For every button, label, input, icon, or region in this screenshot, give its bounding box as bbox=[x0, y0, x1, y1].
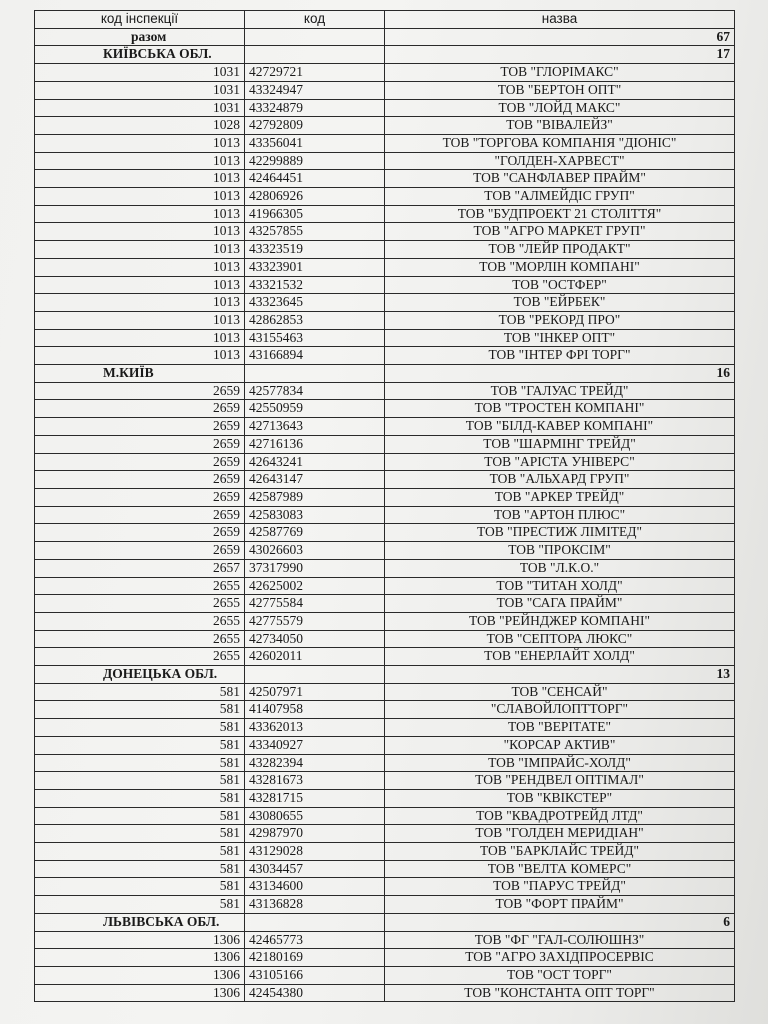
inspection-code-cell: 581 bbox=[35, 772, 245, 790]
inspection-code-cell: 1031 bbox=[35, 64, 245, 82]
inspection-code-cell: 1013 bbox=[35, 188, 245, 206]
company-name-cell: "СЛАВОЙЛОПТТОРГ" bbox=[385, 701, 735, 719]
header-row bbox=[35, 11, 735, 29]
company-code-cell: 42577834 bbox=[245, 382, 385, 400]
company-code-cell: 43356041 bbox=[245, 134, 385, 152]
table-row bbox=[35, 170, 735, 188]
company-code-cell: 41407958 bbox=[245, 701, 385, 719]
company-name-cell: ТОВ "ФГ "ГАЛ-СОЛЮШНЗ" bbox=[385, 931, 735, 949]
inspection-code-cell: 1306 bbox=[35, 984, 245, 1002]
company-code-cell: 43323901 bbox=[245, 258, 385, 276]
company-code-cell: 42729721 bbox=[245, 64, 385, 82]
company-code-cell: 42465773 bbox=[245, 931, 385, 949]
company-name-cell: ТОВ "АРТОН ПЛЮС" bbox=[385, 506, 735, 524]
company-code-cell: 43105166 bbox=[245, 966, 385, 984]
header-name: назва bbox=[385, 11, 735, 29]
table-row bbox=[35, 754, 735, 772]
company-code-cell: 42643147 bbox=[245, 471, 385, 489]
table-row bbox=[35, 843, 735, 861]
table-row bbox=[35, 542, 735, 560]
company-code-cell: 42716136 bbox=[245, 435, 385, 453]
inspection-code-cell: 2655 bbox=[35, 648, 245, 666]
region-row bbox=[35, 46, 735, 64]
table-row bbox=[35, 648, 735, 666]
company-code-cell: 42464451 bbox=[245, 170, 385, 188]
inspection-code-cell: 1013 bbox=[35, 241, 245, 259]
company-name-cell: ТОВ "САГА ПРАЙМ" bbox=[385, 595, 735, 613]
company-name-cell: ТОВ "АГРО МАРКЕТ ГРУП" bbox=[385, 223, 735, 241]
region-count: 17 bbox=[385, 46, 735, 64]
company-name-cell: ТОВ "РЕКОРД ПРО" bbox=[385, 311, 735, 329]
table-row bbox=[35, 488, 735, 506]
company-name-cell: ТОВ "КВАДРОТРЕЙД ЛТД" bbox=[385, 807, 735, 825]
table-row bbox=[35, 382, 735, 400]
region-name: ДОНЕЦЬКА ОБЛ. bbox=[35, 666, 245, 684]
inspection-code-cell: 1306 bbox=[35, 931, 245, 949]
table-row bbox=[35, 400, 735, 418]
company-code-cell: 42987970 bbox=[245, 825, 385, 843]
company-name-cell: ТОВ "САНФЛАВЕР ПРАЙМ" bbox=[385, 170, 735, 188]
table-row bbox=[35, 134, 735, 152]
company-code-cell: 41966305 bbox=[245, 205, 385, 223]
table-row bbox=[35, 347, 735, 365]
table-row bbox=[35, 276, 735, 294]
table-row bbox=[35, 878, 735, 896]
inspection-code-cell: 1306 bbox=[35, 949, 245, 967]
company-name-cell: ТОВ "ПРЕСТИЖ ЛІМІТЕД" bbox=[385, 524, 735, 542]
inspection-code-cell: 1013 bbox=[35, 347, 245, 365]
company-code-cell: 42550959 bbox=[245, 400, 385, 418]
company-code-cell: 42587769 bbox=[245, 524, 385, 542]
table-row bbox=[35, 152, 735, 170]
company-name-cell: ТОВ "ТРОСТЕН КОМПАНІ" bbox=[385, 400, 735, 418]
inspection-code-cell: 2655 bbox=[35, 612, 245, 630]
inspection-code-cell: 1013 bbox=[35, 311, 245, 329]
inspection-code-cell: 1013 bbox=[35, 223, 245, 241]
table-row bbox=[35, 736, 735, 754]
table-row bbox=[35, 630, 735, 648]
table-row bbox=[35, 807, 735, 825]
region-row bbox=[35, 913, 735, 931]
table-row bbox=[35, 223, 735, 241]
inspection-code-cell: 2655 bbox=[35, 630, 245, 648]
inspection-code-cell: 2655 bbox=[35, 595, 245, 613]
company-name-cell: ТОВ "ВЕЛТА КОМЕРС" bbox=[385, 860, 735, 878]
table-row bbox=[35, 719, 735, 737]
inspection-code-cell: 581 bbox=[35, 683, 245, 701]
company-code-cell: 42775579 bbox=[245, 612, 385, 630]
company-code-cell: 43324879 bbox=[245, 99, 385, 117]
table-row bbox=[35, 789, 735, 807]
inspection-code-cell: 581 bbox=[35, 719, 245, 737]
region-empty-cell bbox=[245, 365, 385, 383]
region-count: 16 bbox=[385, 365, 735, 383]
region-name: М.КИЇВ bbox=[35, 365, 245, 383]
company-name-cell: ТОВ "Л.К.О." bbox=[385, 559, 735, 577]
company-name-cell: "КОРСАР АКТИВ" bbox=[385, 736, 735, 754]
company-name-cell: ТОВ "БІЛД-КАВЕР КОМПАНІ" bbox=[385, 418, 735, 436]
company-code-cell: 42734050 bbox=[245, 630, 385, 648]
company-name-cell: ТОВ "ВЕРІТАТЕ" bbox=[385, 719, 735, 737]
table-row bbox=[35, 294, 735, 312]
region-row bbox=[35, 666, 735, 684]
company-code-cell: 42713643 bbox=[245, 418, 385, 436]
inspection-code-cell: 581 bbox=[35, 896, 245, 914]
company-name-cell: ТОВ "АЛЬХАРД ГРУП" bbox=[385, 471, 735, 489]
region-row bbox=[35, 365, 735, 383]
total-empty-cell bbox=[245, 28, 385, 46]
company-name-cell: ТОВ "КОНСТАНТА ОПТ ТОРГ" bbox=[385, 984, 735, 1002]
company-code-cell: 43282394 bbox=[245, 754, 385, 772]
inspection-code-cell: 2659 bbox=[35, 471, 245, 489]
company-code-cell: 43136828 bbox=[245, 896, 385, 914]
company-code-cell: 43034457 bbox=[245, 860, 385, 878]
inspection-code-cell: 2659 bbox=[35, 453, 245, 471]
company-name-cell: ТОВ "ВІВАЛЕЙЗ" bbox=[385, 117, 735, 135]
inspection-code-cell: 1013 bbox=[35, 134, 245, 152]
inspection-code-cell: 581 bbox=[35, 878, 245, 896]
company-name-cell: ТОВ "ІНТЕР ФРІ ТОРГ" bbox=[385, 347, 735, 365]
inspection-code-cell: 2659 bbox=[35, 524, 245, 542]
table-row bbox=[35, 241, 735, 259]
table-row bbox=[35, 559, 735, 577]
inspection-code-cell: 581 bbox=[35, 701, 245, 719]
company-code-cell: 43134600 bbox=[245, 878, 385, 896]
company-code-cell: 42299889 bbox=[245, 152, 385, 170]
company-name-cell: ТОВ "ГЛОРІМАКС" bbox=[385, 64, 735, 82]
company-name-cell: ТОВ "ОСТФЕР" bbox=[385, 276, 735, 294]
table-row bbox=[35, 329, 735, 347]
inspection-code-cell: 2657 bbox=[35, 559, 245, 577]
company-code-cell: 42583083 bbox=[245, 506, 385, 524]
company-code-cell: 42454380 bbox=[245, 984, 385, 1002]
company-name-cell: ТОВ "ФОРТ ПРАЙМ" bbox=[385, 896, 735, 914]
company-name-cell: ТОВ "ЛОЙД МАКС" bbox=[385, 99, 735, 117]
company-name-cell: ТОВ "ТОРГОВА КОМПАНІЯ "ДІОНІС" bbox=[385, 134, 735, 152]
inspection-code-cell: 1013 bbox=[35, 329, 245, 347]
company-name-cell: ТОВ "АГРО ЗАХІДПРОСЕРВІС bbox=[385, 949, 735, 967]
company-code-cell: 42806926 bbox=[245, 188, 385, 206]
company-name-cell: ТОВ "ГАЛУАС ТРЕЙД" bbox=[385, 382, 735, 400]
header-inspection-code: код інспекції bbox=[35, 11, 245, 29]
company-name-cell: ТОВ "РЕНДВЕЛ ОПТІМАЛ" bbox=[385, 772, 735, 790]
table-row bbox=[35, 471, 735, 489]
company-code-cell: 43257855 bbox=[245, 223, 385, 241]
region-empty-cell bbox=[245, 46, 385, 64]
inspection-code-cell: 581 bbox=[35, 825, 245, 843]
inspection-code-cell: 2659 bbox=[35, 488, 245, 506]
region-name: КИЇВСЬКА ОБЛ. bbox=[35, 46, 245, 64]
inspection-code-cell: 581 bbox=[35, 807, 245, 825]
inspection-code-cell: 1013 bbox=[35, 258, 245, 276]
table-row bbox=[35, 612, 735, 630]
table-row bbox=[35, 966, 735, 984]
inspection-code-cell: 581 bbox=[35, 860, 245, 878]
company-code-cell: 42507971 bbox=[245, 683, 385, 701]
company-code-cell: 43362013 bbox=[245, 719, 385, 737]
company-name-cell: ТОВ "АРІСТА УНІВЕРС" bbox=[385, 453, 735, 471]
table-row bbox=[35, 188, 735, 206]
table-row bbox=[35, 435, 735, 453]
table-row bbox=[35, 931, 735, 949]
region-empty-cell bbox=[245, 913, 385, 931]
company-name-cell: ТОВ "ТИТАН ХОЛД" bbox=[385, 577, 735, 595]
inspection-code-cell: 581 bbox=[35, 736, 245, 754]
company-code-cell: 42775584 bbox=[245, 595, 385, 613]
inspection-code-cell: 1013 bbox=[35, 276, 245, 294]
inspection-code-cell: 581 bbox=[35, 754, 245, 772]
company-name-cell: ТОВ "ІМПРАЙС-ХОЛД" bbox=[385, 754, 735, 772]
inspection-code-cell: 1306 bbox=[35, 966, 245, 984]
table-row bbox=[35, 64, 735, 82]
company-name-cell: ТОВ "ГОЛДЕН МЕРИДІАН" bbox=[385, 825, 735, 843]
table-row bbox=[35, 825, 735, 843]
company-code-cell: 43166894 bbox=[245, 347, 385, 365]
total-label: разом bbox=[35, 28, 245, 46]
company-code-cell: 43026603 bbox=[245, 542, 385, 560]
table-row bbox=[35, 506, 735, 524]
table-row bbox=[35, 896, 735, 914]
company-name-cell: ТОВ "ОСТ ТОРГ" bbox=[385, 966, 735, 984]
company-code-cell: 43129028 bbox=[245, 843, 385, 861]
table-row bbox=[35, 453, 735, 471]
region-count: 13 bbox=[385, 666, 735, 684]
company-name-cell: ТОВ "РЕЙНДЖЕР КОМПАНІ" bbox=[385, 612, 735, 630]
company-name-cell: ТОВ "СЕНСАЙ" bbox=[385, 683, 735, 701]
table-row bbox=[35, 524, 735, 542]
region-name: ЛЬВІВСЬКА ОБЛ. bbox=[35, 913, 245, 931]
company-name-cell: ТОВ "КВІКСТЕР" bbox=[385, 789, 735, 807]
inspection-code-cell: 1013 bbox=[35, 152, 245, 170]
inspection-code-cell: 2659 bbox=[35, 506, 245, 524]
company-name-cell: ТОВ "ІНКЕР ОПТ" bbox=[385, 329, 735, 347]
company-name-cell: ТОВ "БЕРТОН ОПТ" bbox=[385, 81, 735, 99]
table-row bbox=[35, 860, 735, 878]
company-code-cell: 43155463 bbox=[245, 329, 385, 347]
table-row bbox=[35, 701, 735, 719]
region-count: 6 bbox=[385, 913, 735, 931]
company-name-cell: ТОВ "СЕПТОРА ЛЮКС" bbox=[385, 630, 735, 648]
company-code-cell: 43323645 bbox=[245, 294, 385, 312]
company-code-cell: 43321532 bbox=[245, 276, 385, 294]
company-name-cell: ТОВ "МОРЛІН КОМПАНІ" bbox=[385, 258, 735, 276]
inspection-code-cell: 2659 bbox=[35, 400, 245, 418]
company-code-cell: 37317990 bbox=[245, 559, 385, 577]
inspection-code-cell: 1031 bbox=[35, 81, 245, 99]
inspection-code-cell: 1013 bbox=[35, 170, 245, 188]
inspection-code-cell: 1028 bbox=[35, 117, 245, 135]
table-body bbox=[35, 28, 735, 1002]
company-code-cell: 42625002 bbox=[245, 577, 385, 595]
inspection-code-cell: 581 bbox=[35, 843, 245, 861]
table-row bbox=[35, 418, 735, 436]
company-name-cell: ТОВ "ЕНЕРЛАЙТ ХОЛД" bbox=[385, 648, 735, 666]
inspection-code-cell: 2659 bbox=[35, 542, 245, 560]
company-name-cell: ТОВ "БАРКЛАЙС ТРЕЙД" bbox=[385, 843, 735, 861]
company-code-cell: 42862853 bbox=[245, 311, 385, 329]
company-code-cell: 42643241 bbox=[245, 453, 385, 471]
company-name-cell: ТОВ "АРКЕР ТРЕЙД" bbox=[385, 488, 735, 506]
inspection-code-cell: 2659 bbox=[35, 382, 245, 400]
table-row bbox=[35, 595, 735, 613]
inspection-code-cell: 2659 bbox=[35, 435, 245, 453]
table-row bbox=[35, 205, 735, 223]
table-row bbox=[35, 311, 735, 329]
company-code-cell: 43323519 bbox=[245, 241, 385, 259]
company-code-cell: 42180169 bbox=[245, 949, 385, 967]
inspection-code-cell: 1013 bbox=[35, 294, 245, 312]
company-name-cell: ТОВ "ПАРУС ТРЕЙД" bbox=[385, 878, 735, 896]
company-code-cell: 43340927 bbox=[245, 736, 385, 754]
inspection-code-cell: 1031 bbox=[35, 99, 245, 117]
region-empty-cell bbox=[245, 666, 385, 684]
company-name-cell: ТОВ "ШАРМІНГ ТРЕЙД" bbox=[385, 435, 735, 453]
header-code: код bbox=[245, 11, 385, 29]
company-name-cell: ТОВ "ЕЙРБЕК" bbox=[385, 294, 735, 312]
company-code-cell: 42792809 bbox=[245, 117, 385, 135]
company-code-cell: 42587989 bbox=[245, 488, 385, 506]
company-name-cell: ТОВ "ЛЕЙР ПРОДАКТ" bbox=[385, 241, 735, 259]
table-row bbox=[35, 577, 735, 595]
company-code-cell: 43281715 bbox=[245, 789, 385, 807]
table-row bbox=[35, 949, 735, 967]
inspection-code-cell: 2655 bbox=[35, 577, 245, 595]
table-row bbox=[35, 81, 735, 99]
inspection-code-cell: 1013 bbox=[35, 205, 245, 223]
company-code-cell: 43281673 bbox=[245, 772, 385, 790]
table-row bbox=[35, 683, 735, 701]
table-row bbox=[35, 117, 735, 135]
company-code-cell: 43324947 bbox=[245, 81, 385, 99]
company-name-cell: ТОВ "БУДПРОЕКТ 21 СТОЛІТТЯ" bbox=[385, 205, 735, 223]
companies-table bbox=[34, 10, 735, 1002]
inspection-code-cell: 581 bbox=[35, 789, 245, 807]
table-row bbox=[35, 772, 735, 790]
company-code-cell: 42602011 bbox=[245, 648, 385, 666]
total-row bbox=[35, 28, 735, 46]
company-name-cell: ТОВ "АЛМЕЙДІС ГРУП" bbox=[385, 188, 735, 206]
table-row bbox=[35, 99, 735, 117]
table-row bbox=[35, 258, 735, 276]
total-count: 67 bbox=[385, 28, 735, 46]
company-name-cell: "ГОЛДЕН-ХАРВЕСТ" bbox=[385, 152, 735, 170]
table-row bbox=[35, 984, 735, 1002]
company-name-cell: ТОВ "ПРОКСІМ" bbox=[385, 542, 735, 560]
inspection-code-cell: 2659 bbox=[35, 418, 245, 436]
company-code-cell: 43080655 bbox=[245, 807, 385, 825]
